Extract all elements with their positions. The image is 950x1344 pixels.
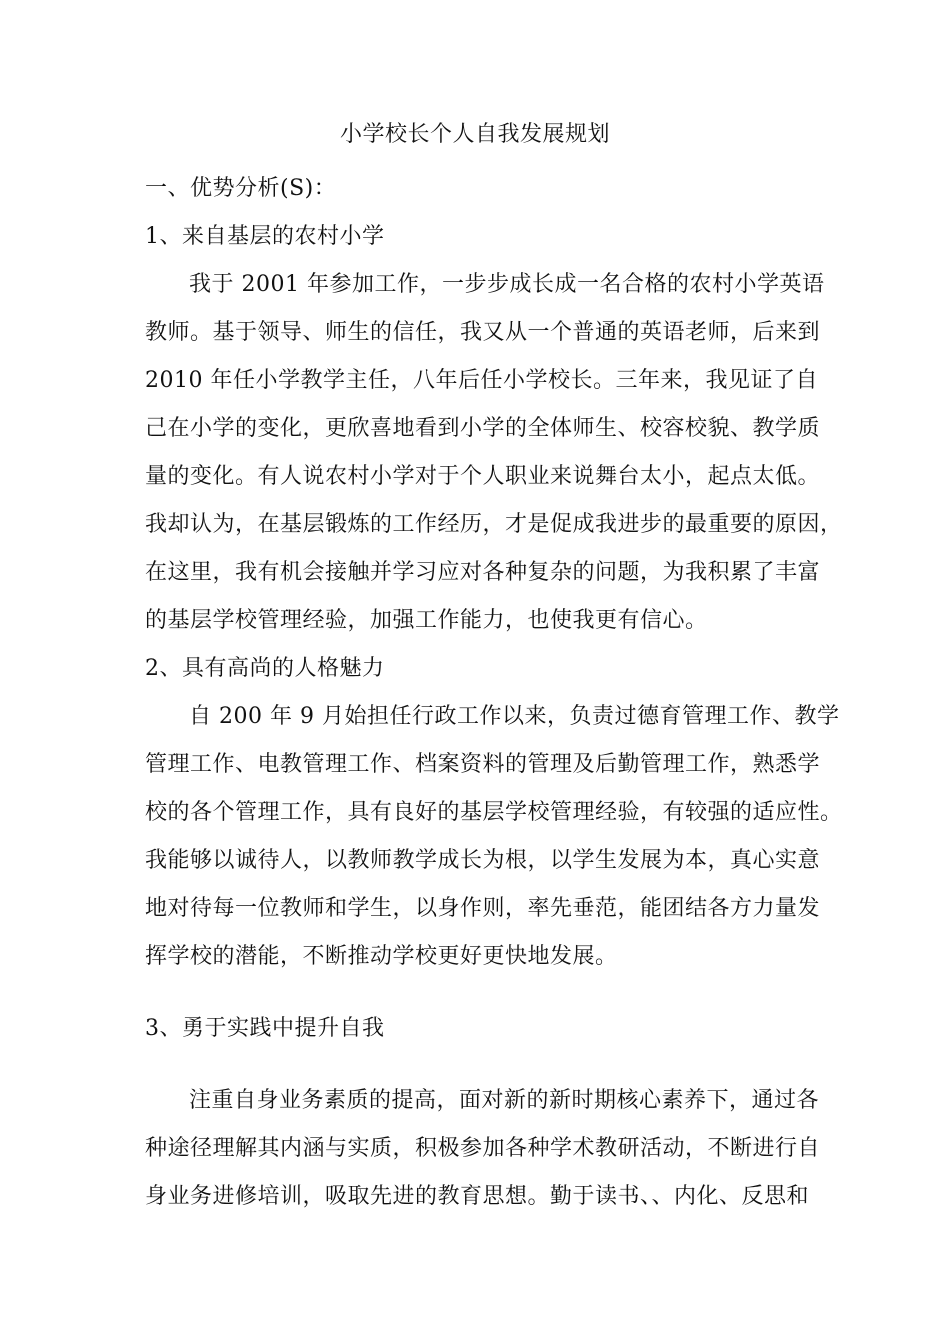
paragraph-line: 己在小学的变化，更欣喜地看到小学的全体师生、校容校貌、教学质 xyxy=(145,416,821,441)
paragraph-line: 我却认为，在基层锻炼的工作经历，才是促成我进步的最重要的原因， xyxy=(145,512,843,537)
paragraph-line: 校的各个管理工作，具有良好的基层学校管理经验，有较强的适应性。 xyxy=(145,800,843,825)
paragraph-line: 身业务进修培训，吸取先进的教育思想。勤于读书、、内化、反思和 xyxy=(145,1184,810,1209)
document-title: 小学校长个人自我发展规划 xyxy=(339,122,610,147)
paragraph-line: 管理工作、电教管理工作、档案资料的管理及后勤管理工作，熟悉学 xyxy=(145,752,821,777)
paragraph-line: 2010 年任小学教学主任，八年后任小学校长。三年来，我见证了自 xyxy=(145,368,818,393)
paragraph-line: 自 200 年 9 月始担任行政工作以来，负责过德育管理工作、教学 xyxy=(189,704,840,729)
paragraph-line: 在这里，我有机会接触并学习应对各种复杂的问题，为我积累了丰富 xyxy=(145,560,821,585)
paragraph-line: 注重自身业务素质的提高，面对新的新时期核心素养下，通过各 xyxy=(189,1088,820,1113)
paragraph-line: 量的变化。有人说农村小学对于个人职业来说舞台太小，起点太低。 xyxy=(145,464,821,489)
paragraph-line: 种途径理解其内涵与实质，积极参加各种学术教研活动，不断进行自 xyxy=(145,1136,821,1161)
paragraph-line: 的基层学校管理经验，加强工作能力，也使我更有信心。 xyxy=(145,608,708,633)
paragraph-line: 我能够以诚待人，以教师教学成长为根，以学生发展为本，真心实意 xyxy=(145,848,821,873)
paragraph-line: 挥学校的潜能，不断推动学校更好更快地发展。 xyxy=(145,944,618,969)
paragraph-line: 地对待每一位教师和学生，以身作则，率先垂范，能团结各方力量发 xyxy=(145,896,821,921)
subheading-2: 2、具有高尚的人格魅力 xyxy=(145,656,385,681)
subheading-1: 1、来自基层的农村小学 xyxy=(145,224,385,249)
section-heading-strengths: 一、优势分析(S)： xyxy=(145,176,337,201)
subheading-3: 3、勇于实践中提升自我 xyxy=(145,1016,385,1041)
paragraph-line: 教师。基于领导、师生的信任，我又从一个普通的英语老师，后来到 xyxy=(145,320,821,345)
paragraph-line: 我于 2001 年参加工作，一步步成长成一名合格的农村小学英语 xyxy=(189,272,825,297)
